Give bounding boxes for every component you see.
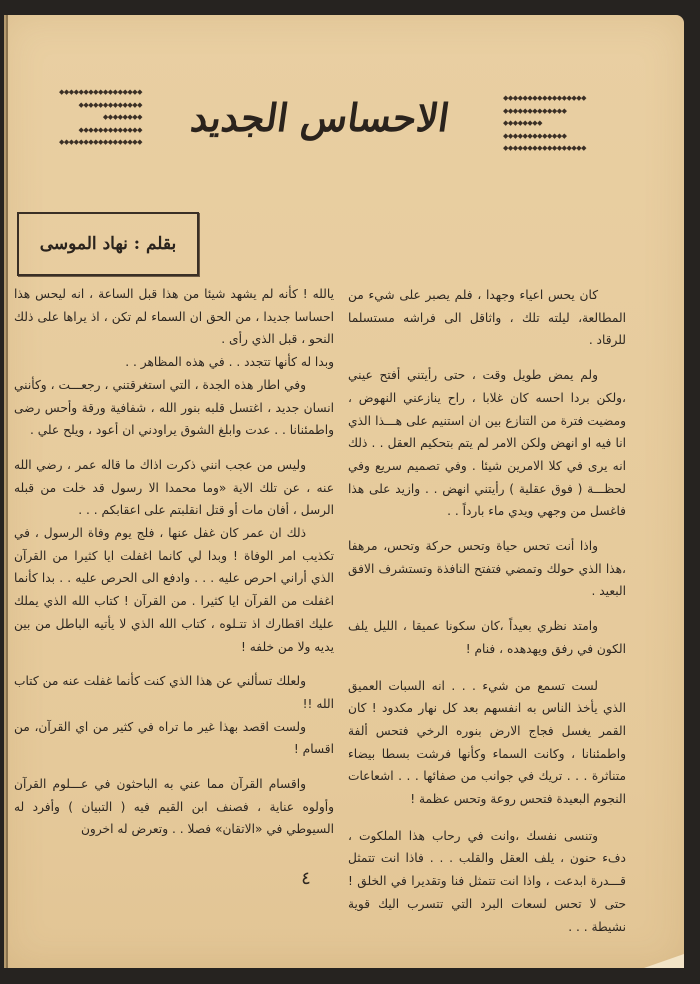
paragraph: وامتد نظري بعيداً ،كان سكونا عميقا ، الليل يلف الكون في رفق ويهدهده ، فنام !: [348, 619, 626, 656]
paragraph: ولم يمض طويل وقت ، حتى رأيتني أفتح عيني ،ولكن بردا احسه كان غلابا ، راح ينازعني النهوض ، ومضيت فترة من التنازع بين ان استنيم على هـــذا الذي انا فيه او انهض ولكن الامر لم يتم بتحكيم العقل . . ذلك انه يرى في كلا الامرين شيئا . وفي تصميم سريع وفي لحظـــة ( فوق عقلية ) رأيتني انهض . . وازيد على هذا فاغسل من وجهي ويدي ماء بارداً . .: [348, 368, 626, 519]
ornament-row: ◆◆◆◆◆◆◆◆◆◆◆◆◆◆◆◆◆: [58, 88, 142, 96]
left-column: [14, 283, 334, 841]
right-column: [348, 284, 626, 938]
ornament-row: ◆◆◆◆◆◆◆◆◆◆◆◆◆: [78, 125, 142, 134]
page-spine-edge: [6, 15, 8, 968]
ornament-left: [18, 86, 142, 149]
paragraph: ولست اقصد بهذا غير ما تراه في كثير من اي القرآن، من اقسام !: [14, 719, 334, 757]
ornament-row: ◆◆◆◆◆◆◆◆: [102, 113, 142, 121]
paragraph: يالله ! كأنه لم يشهد شيئا من هذا قبل الساعة ، انه ليحس هذا احساسا جديدا ، من الحق ان السماء لم تكن ، اذ يراها على ذلك النحو ، قبل الذي رأى .: [14, 287, 334, 347]
ornament-right: [503, 92, 627, 155]
paragraph: واذا أنت تحس حياة وتحس حركة وتحس، مرهفا ،هذا الذي حولك وتمضي فتفتح النافذة وتستشرف الافق البعيد .: [348, 539, 626, 599]
paragraph: ذلك ان عمر كان غفل عنها ، فلج يوم وفاة الرسول ، في تكذيب امر الوفاة ! وبدا لي كانما اغفلت ايا كثيرا من القرآن الذي أراني احرص عليه . . . وادفع الى الحرص عليه . . بدا كأنما اغفلت من القرآن ايا كثيرا . من القرآن ! كتاب الله الذي يملك عليك اقطارك اذ تتـلوه ، كتاب الله الذي لا يأتيه الباطل من بين يديه ولا من خلفه !: [14, 526, 334, 654]
byline: بقلم : نهاد الموسى: [39, 234, 177, 254]
paragraph: وبدا له كأنها تتجدد . . في هذه المظاهر . .: [125, 355, 334, 370]
ornament-row: ◆◆◆◆◆◆◆◆◆◆◆◆◆: [78, 100, 142, 109]
ornament-row: ◆◆◆◆◆◆◆◆◆◆◆◆◆◆◆◆◆: [58, 138, 142, 146]
paragraph: لست تسمع من شيء . . . انه السبات العميق الذي يأخذ الناس به انفسهم بعد كل نهار مكدود ! كان القمر يغسل فجاج الارض بنوره الرخي فتحس ألفة واطمئنانا ، وكانت السماء وكأنها فرشت بسطا بيضاء متناثرة . . . تريك في جوانب من صفائها . . . اشعاعات النجوم البعيدة فتحس روعة وتحس عظمة !: [348, 678, 626, 807]
paragraph: وليس من عجب انني ذكرت اذاك ما قاله عمر ، رضي الله عنه ، عن تلك الاية «وما محمدا الا رسول قد خلت من قبله الرسل ، أفان مات أو قتل انقلبتم على اعقابكم . . .: [14, 457, 334, 518]
paragraph: واقسام القرآن مما عني به الباحثون في عـــلوم القرآن وأولوه عناية ، فصنف ابن القيم فيه ( التبيان ) وأفرد له السيوطي في «الاتقان» فصلا . . وتعرض له اخرون: [14, 777, 334, 837]
paragraph: وتنسى نفسك ،وانت في رحاب هذا الملكوت ، دفء حنون ، يلف العقل والقلب . . . فاذا انت تتمثل قـــدرة ابدعت ، واذا انت تتمثل فنا وتقديرا في الخلق ! حتى لا تحس لسعات البرد التي تتسرب اليك قوية نشيطة . . .: [348, 828, 626, 934]
page-number: ٤: [301, 868, 311, 889]
paragraph: ولعلك تسألني عن هذا الذي كنت كأنما غفلت عنه من كتاب الله !!: [14, 674, 334, 711]
paragraph: وفي اطار هذه الجدة ، التي استغرقتني ، رجعـــت ، وكأنني انسان جديد ، اغتسل قلبه بنور الله ، شفافية ورقة وأحس رضى واطمئنانا . . عدت وابلغ الشوق يراودني ان أعود ، ويلح علي .: [14, 377, 334, 438]
paragraph: كان يحس اعياء وجهدا ، فلم يصبر على شيء من المطالعة، ليلته تلك ، واثاقل الى فراشه مستسلما للرقاد .: [348, 288, 626, 348]
ornament-row: ◆◆◆◆◆◆◆◆◆◆◆◆◆◆◆◆◆: [503, 144, 587, 152]
article-title: الاحساس الجديد: [187, 95, 453, 140]
ornament-row: ◆◆◆◆◆◆◆◆: [503, 119, 543, 127]
ornament-row: ◆◆◆◆◆◆◆◆◆◆◆◆◆◆◆◆◆: [503, 94, 587, 102]
byline-box: [17, 212, 199, 276]
ornament-row: ◆◆◆◆◆◆◆◆◆◆◆◆◆: [503, 106, 567, 115]
ornament-row: ◆◆◆◆◆◆◆◆◆◆◆◆◆: [503, 131, 567, 140]
